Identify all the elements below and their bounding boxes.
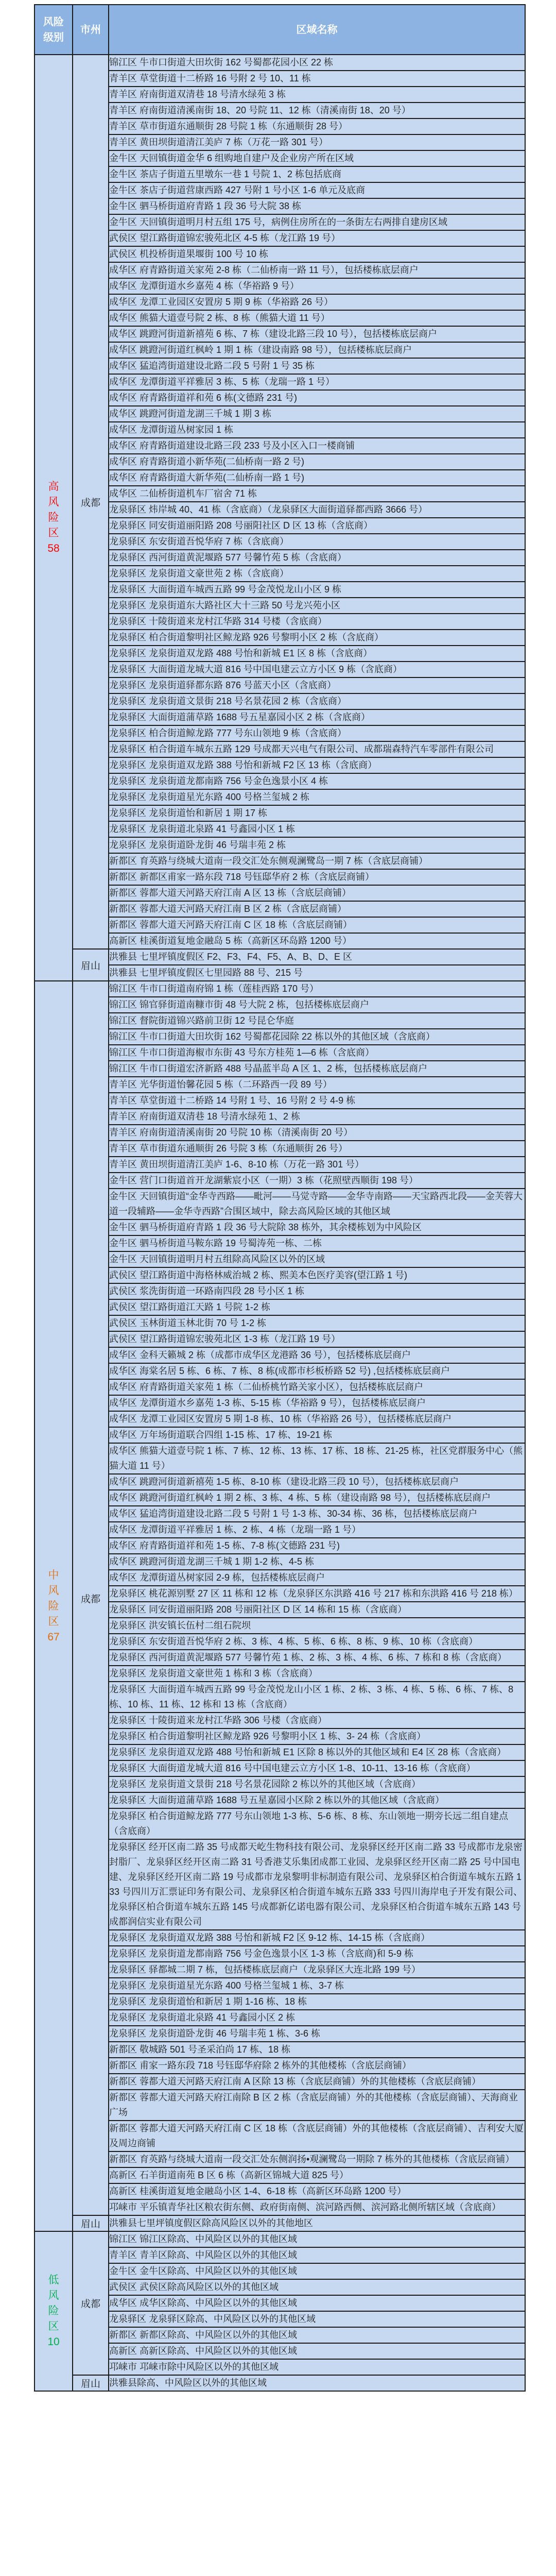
area-name-cell: 龙泉驿区 龙泉街道北泉路 41 号鑫园小区 1 栋 — [109, 821, 525, 837]
area-name-cell: 洪雅县 七里坪镇度假区 F2、F3、F4、F5、A、B、D、E 区 — [109, 949, 525, 965]
risk-level-label: 高风险区 — [48, 481, 59, 539]
area-name-cell: 龙泉驿区 龙泉驿区除高、中风险区以外的其他区域 — [109, 2311, 525, 2327]
area-name-cell: 新都区 敬城路 501 号圣采泊尚 17 栋、18 栋 — [109, 2042, 525, 2058]
area-name-cell: 成华区 海棠名居 5 栋、6 栋、7 栋、8 栋(成都市杉板桥路 52 号) ,包括楼栋底层商户 — [109, 1363, 525, 1379]
city-cell: 眉山 — [73, 2215, 109, 2231]
header-row — [34, 5, 525, 55]
area-name-cell: 成华区 二仙桥街道机车厂宿舍 71 栋 — [109, 486, 525, 502]
area-name-cell: 邛崃市 邛崃市除中风险区以外的其他区域 — [109, 2359, 525, 2375]
area-name-cell: 青羊区 黄田坝街道清江美庐 1-6、8-10 栋（万花一路 301 号） — [109, 1157, 525, 1173]
area-name-cell: 青羊区 草市街道东通顺街 28 号院 1 栋（东通顺街 28 号） — [109, 118, 525, 134]
area-name-cell: 金牛区 驷马桥街道府青路 1 段 36 号大院除 38 栋外，其余楼栋划为中风险区 — [109, 1219, 525, 1235]
area-name-cell: 成华区 龙潭工业园区安置房 5 期 9 栋（华裕路 26 号） — [109, 294, 525, 310]
area-name-cell: 成华区 龙潭街道水乡嘉苑 1-3 栋、5-15 栋（华裕路 9 号），包括楼栋底层商户 — [109, 1395, 525, 1411]
area-name-cell: 龙泉驿区 柏合街道鲸龙路 777 号东山领地 1-3 栋、5-6 栋、8 栋、东山领地一期旁长远二组自建点（含底商） — [109, 1808, 525, 1839]
area-name-cell: 龙泉驿区 驿都城二期 7 栋，包括楼栋底层商户（龙泉驿区大连北路 199 号） — [109, 1962, 525, 1978]
area-name-cell: 成华区 跳蹬河街道新禧苑 1-5 栋、8-10 栋（建设北路三段 10 号），包括楼栋底层商户 — [109, 1474, 525, 1490]
risk-area-table — [34, 4, 526, 2392]
area-name-cell: 龙泉驿区 东安街道吾悦华府 7 栋（含底商） — [109, 534, 525, 550]
area-name-cell: 金牛区 天回镇街道“金华寺西路——毗河——马觉寺路——金华寺南路——天宝路西北段——金芙蓉大道一段辅路——金华寺西路”合围区域中，除去高风险区域的其他区域 — [109, 1189, 525, 1219]
area-name-cell: 龙泉驿区 龙泉街道龙都南路 756 号金色逸景小区 1-3 栋（含底商)和 5-9 栋 — [109, 1946, 525, 1962]
area-name-cell: 成华区 府青路街道祥和苑 6 栋(文德路 231 号) — [109, 390, 525, 406]
area-name-cell: 武侯区 玉林街道玉林北街 70 号 1-2 栋 — [109, 1315, 525, 1331]
area-name-cell: 金牛区 驷马桥街道马鞍东路 19 号蜀涛苑一栋、二栋 — [109, 1235, 525, 1251]
area-name-cell: 龙泉驿区 龙泉街道怡和新居 1 期 1-16 栋、18 栋 — [109, 1994, 525, 2010]
area-name-cell: 龙泉驿区 十陵街道来龙村江华路 306 号楼（含底商） — [109, 1713, 525, 1728]
area-name-cell: 金牛区 营门口街道首开龙湖紫宸小区（一期）3 栋（花照壁西顺街 198 号） — [109, 1173, 525, 1189]
area-name-cell: 龙泉驿区 十陵街道来龙村江华路 314 号楼（含底商） — [109, 614, 525, 630]
area-name-cell: 成华区 府青路街道大新华苑(二仙桥南一路 1 号) — [109, 470, 525, 486]
city-cell: 眉山 — [73, 949, 109, 981]
area-name-cell: 成华区 跳蹬河街道龙湖三千城 1 期 1-2 栋、4-5 栋 — [109, 1554, 525, 1570]
area-name-cell: 成华区 成华区除高、中风险区以外的其他区域 — [109, 2295, 525, 2311]
area-name-cell: 高新区 桂溪街道复地金融岛小区 1-4、6-18 栋（高新区环岛路 1200 号） — [109, 2183, 525, 2199]
area-name-cell: 成华区 熊猫大道壹号院 1 栋、7 栋、12 栋、13 栋、17 栋、18 栋、21-25 栋，社区党群服务中心（熊猫大道 11 号） — [109, 1443, 525, 1474]
area-name-cell: 成华区 龙潭工业园区安置房 5 期 1-8 栋、10 栋（华裕路 26 号），包括楼栋底层商户 — [109, 1411, 525, 1427]
area-name-cell: 成华区 猛追湾街道建设北路二段 5 号附 1 号 35 栋 — [109, 358, 525, 374]
area-name-cell: 青羊区 草堂街道十二桥路 16 号附 2 号 10、11 栋 — [109, 71, 525, 87]
city-cell: 成都 — [73, 55, 109, 949]
area-name-cell: 成华区 跳蹬河街道红枫岭 1 期 1 栋（建设南路 98 号），包括楼栋底层商户 — [109, 342, 525, 358]
area-name-cell: 青羊区 草市街道东通顺街 26 号院 3 栋（东通顺街 26 号） — [109, 1141, 525, 1157]
area-name-cell: 新都区 育英路与绕城大道南一段交汇处东侧观澜鹭岛一期 7 栋（含底层商铺） — [109, 853, 525, 869]
area-name-cell: 新都区 蓉都大道天河路天府江南 B 区 2 栋（含底层商铺） — [109, 901, 525, 917]
city-cell: 成都 — [73, 981, 109, 2215]
table-row — [34, 2231, 525, 2247]
area-name-cell: 龙泉驿区 龙泉街道北泉路 41 号鑫园小区 2 栋 — [109, 2010, 525, 2026]
area-name-cell: 邛崃市 平乐镇青华社区粮农街东侧、政府街南侧、滨河路西侧、滨河路北侧所辖区域（含底商） — [109, 2199, 525, 2215]
area-name-cell: 新都区 蓉都大道天河路天府江南除 B 区 2 栋（含底层商铺）外的其他楼栋（含底层商铺）、天海商业广场 — [109, 2090, 525, 2121]
area-name-cell: 龙泉驿区 经开区南二路 35 号成都天屹生物科技有限公司、龙泉驿区经开区南二路 33 号成都市龙泉密封脂厂、龙泉驿区经开区南二路 31 号香港艾乐集团成都工业园、龙泉驿区经开区南二路 25 号中国电建、龙泉驿区经开区南二路 19 号成都市龙泉黎明非标制造有限公司、龙泉驿区柏合街道车城东五路 133 号四川万汇票证印务有限公司、龙泉驿区柏合街道车城东五路 333 号四川海岸电子开发有限公司、龙泉驿区柏合街道车城东五路 145 号成都新亿诺电器有限公司、龙泉驿区柏合街道车城东五路 143 号成都润信实业有限公司 — [109, 1839, 525, 1930]
area-name-cell: 龙泉驿区 大面街道蒲草路 1688 号五星嘉园小区 2 栋（含底商） — [109, 709, 525, 725]
area-name-cell: 金牛区 天回镇街道明月村五组除高风险区以外的区域 — [109, 1251, 525, 1267]
area-name-cell: 成华区 跳蹬河街道红枫岭 1 期 2 栋、3 栋、4 栋、5 栋（建设南路 98 号），包括楼栋底层商户 — [109, 1490, 525, 1506]
area-name-cell: 锦江区 督院街道锦兴路前卫街 12 号昆仑华庭 — [109, 1013, 525, 1029]
area-name-cell: 成华区 府青路街道祥和苑 1-5 栋、7-8 栋(文德路 231 号) — [109, 1538, 525, 1554]
area-name-cell: 龙泉驿区 同安街道丽阳路 208 号丽阳社区 D 区 14 栋和 15 栋（含底商） — [109, 1602, 525, 1618]
area-name-cell: 青羊区 府南街道双清巷 18 号清水绿苑 1、2 栋 — [109, 1109, 525, 1125]
area-name-cell: 成华区 跳蹬河街道龙湖三千城 1 期 3 栋 — [109, 406, 525, 422]
area-name-cell: 龙泉驿区 大面街道车城西五路 99 号金茂悦龙山小区 9 栋 — [109, 582, 525, 598]
area-name-cell: 龙泉驿区 柏合街道黎明社区鲸龙路 926 号黎明小区 2 栋（含底商） — [109, 630, 525, 646]
risk-level-count: 58 — [47, 543, 60, 554]
area-name-cell: 金牛区 茶店子街道营康西路 427 号附 1 号小区 1-6 单元及底商 — [109, 182, 525, 198]
area-name-cell: 成华区 府青路街道小新华苑(二仙桥南一路 2 号) — [109, 454, 525, 470]
area-name-cell: 武侯区 机投桥街道果堰街 100 号 10 栋 — [109, 246, 525, 262]
area-name-cell: 龙泉驿区 龙泉街道文景街 218 号名景花园除 2 栋以外的其他区域（含底商） — [109, 1776, 525, 1792]
table-row — [34, 981, 525, 997]
area-name-cell: 成华区 跳蹬河街道新禧苑 6 栋、7 栋（建设北路三段 10 号），包括楼栋底层商户 — [109, 326, 525, 342]
area-name-cell: 新都区 育英路与绕城大道南一段交汇处东侧润扬•观澜鹭岛一期除 7 栋外的其他楼栋（含底层商铺） — [109, 2151, 525, 2167]
area-name-cell: 成华区 熊猫大道壹号院 2 栋、8 栋（熊猫大道 11 号） — [109, 310, 525, 326]
area-name-cell: 龙泉驿区 龙泉街道星光东路 400 号格兰玺城 1 栋、3-7 栋 — [109, 1978, 525, 1994]
risk-level-label: 低风险区 — [48, 2274, 59, 2332]
area-name-cell: 洪雅县 七里坪镇度假区七里园路 88 号、215 号 — [109, 965, 525, 981]
area-name-cell: 锦江区 牛市口街道大田坎街 162 号蜀都花园小区 22 栋 — [109, 55, 525, 71]
area-name-cell: 武侯区 浆洗街街道一环路南四段 28 号小区 1 栋 — [109, 1283, 525, 1299]
city-cell: 眉山 — [73, 2375, 109, 2391]
risk-level-label: 中风险区 — [48, 1569, 59, 1628]
city-cell: 成都 — [73, 2231, 109, 2375]
area-name-cell: 成华区 龙潭街道平祥雅居 1 栋、2 栋、4 栋（龙瑞一路 1 号） — [109, 1522, 525, 1538]
risk-level-count: 67 — [47, 1631, 60, 1643]
area-name-cell: 金牛区 天回镇街道明月村五组 175 号，病例住房所在的一条街左右两排自建房区域 — [109, 214, 525, 230]
table-row — [34, 949, 525, 965]
area-name-cell: 新都区 蓉都大道天河路天府江南 C 区 18 栋（含底层商铺） — [109, 917, 525, 933]
area-name-cell: 龙泉驿区 龙泉街道卧龙街 46 号瑞丰苑 1 栋、3-6 栋 — [109, 2026, 525, 2042]
risk-level-count: 10 — [47, 2336, 60, 2348]
area-name-cell: 龙泉驿区 龙泉街道龙都南路 756 号金色逸景小区 4 栋 — [109, 773, 525, 789]
area-name-cell: 成华区 龙潭街道丛树家园 1 栋 — [109, 422, 525, 438]
area-name-cell: 龙泉驿区 龙泉街道东大路社区大十三路 50 号龙兴苑小区 — [109, 598, 525, 614]
area-name-cell: 金牛区 金牛区除高、中风险区以外的其他区域 — [109, 2263, 525, 2279]
table-row — [34, 55, 525, 71]
area-name-cell: 青羊区 草堂街道十二桥路 14 号附 1 号、16 号附 2 号 4-9 栋 — [109, 1093, 525, 1109]
area-name-cell: 锦江区 牛市口街道南府锦 1 栋（莲桂西路 170 号） — [109, 981, 525, 997]
area-name-cell: 青羊区 黄田坝街道清江美庐 7 栋（万花一路 301 号） — [109, 134, 525, 150]
area-name-cell: 龙泉驿区 龙泉街道驿都东路 876 号蓝天小区（含底商） — [109, 677, 525, 693]
area-name-cell: 龙泉驿区 龙泉街道星光东路 400 号格兰玺城 2 栋 — [109, 789, 525, 805]
area-name-cell: 武侯区 望江路街道江天路 1 号院 1-2 栋 — [109, 1299, 525, 1315]
table-row — [34, 2215, 525, 2231]
risk-level-cell — [34, 981, 73, 2231]
area-name-cell: 金牛区 天回镇街道金华 6 组购地自建户及企业房产所在区域 — [109, 150, 525, 166]
area-name-cell: 高新区 桂溪街道复地金融岛 5 栋（高新区环岛路 1200 号） — [109, 933, 525, 949]
area-name-cell: 新都区 蓉都大道天河路天府江南 A 区 13 栋（含底层商铺） — [109, 885, 525, 901]
area-name-cell: 武侯区 望江路街道锦宏骏苑北区 1-3 栋（龙江路 19 号） — [109, 1331, 525, 1347]
area-name-cell: 青羊区 青羊区除高、中风险区以外的其他区域 — [109, 2247, 525, 2263]
area-name-cell: 青羊区 光华街道怡馨花园 5 栋（二环路西一段 89 号） — [109, 1077, 525, 1093]
area-name-cell: 龙泉驿区 西河街道黄泥堰路 577 号馨竹苑 5 栋（含底商） — [109, 550, 525, 566]
area-name-cell: 龙泉驿区 洪安镇长伍村二组石院坝 — [109, 1618, 525, 1634]
area-name-cell: 青羊区 府南街道双清巷 18 号清水绿苑 3 栋 — [109, 87, 525, 103]
area-name-cell: 龙泉驿区 炜岸城 40、41 栋（含底商）（龙泉驿区大面街道驿都西路 3666 号） — [109, 502, 525, 518]
area-name-cell: 龙泉驿区 龙泉街道文豪世苑 2 栋（含底商） — [109, 566, 525, 582]
area-name-cell: 龙泉驿区 西河街道黄泥堰路 577 号馨竹苑 1 栋、2 栋、3 栋、4 栋、6 栋、7 栋和 8 栋（含底商） — [109, 1650, 525, 1666]
area-name-cell: 成华区 万年场街道联合四组 1-15 栋、17 栋、19-21 栋 — [109, 1427, 525, 1443]
area-name-cell: 武侯区 望江路街道锦宏骏苑北区 4-5 栋（龙江路 19 号） — [109, 230, 525, 246]
area-name-cell: 高新区 石羊街道南苑 B 区 6 栋（高新区锦城大道 825 号） — [109, 2167, 525, 2183]
area-name-cell: 洪雅县除高、中风险区以外的其他区域 — [109, 2375, 525, 2391]
area-name-cell: 锦江区 牛市口街道宏济新路 488 号晶蓝半岛 A 区 1、2 栋，包括楼栋底层商户 — [109, 1061, 525, 1077]
area-name-cell: 新都区 新都区除高、中风险区以外的其他区域 — [109, 2327, 525, 2343]
area-name-cell: 新都区 蓉都大道天河路天府江南 A 区除 13 栋（含底层商铺）外的其他楼栋（含底层商铺） — [109, 2074, 525, 2090]
area-name-cell: 成华区 金科天籁城 2 栋（成都市成华区龙港路 36 号），包括楼栋底层商户 — [109, 1347, 525, 1363]
area-name-cell: 成华区 龙潭街道平祥雅居 3 栋、5 栋（龙瑞一路 1 号） — [109, 374, 525, 390]
area-name-cell: 龙泉驿区 龙泉街道文豪世苑 1 栋和 3 栋（含底商） — [109, 1666, 525, 1682]
area-name-cell: 龙泉驿区 大面街道龙城大道 816 号中国电建云立方小区 1-8、10-11、13-16 栋（含底商） — [109, 1760, 525, 1776]
area-name-cell: 武侯区 武侯区除高风险区以外的其他区域 — [109, 2279, 525, 2295]
header-area-name: 区域名称 — [109, 5, 525, 55]
area-name-cell: 武侯区 望江路街道中海格林威治城 2 栋、熙美本色医疗美容(望江路 1 号) — [109, 1267, 525, 1283]
header-risk-level-text: 风险级别 — [43, 16, 64, 43]
area-name-cell: 锦江区 牛市口街道海椒市东街 43 号东方桂苑 1—6 栋（含底商） — [109, 1045, 525, 1061]
area-name-cell: 锦江区 锦江区除高、中风险区以外的其他区域 — [109, 2231, 525, 2247]
table-body — [34, 55, 525, 2391]
area-name-cell: 龙泉驿区 龙泉街道双龙路 388 号怡和新城 F2 区 13 栋（含底商） — [109, 757, 525, 773]
area-name-cell: 成华区 龙潭街道水乡嘉苑 4 栋（华裕路 9 号） — [109, 278, 525, 294]
area-name-cell: 新都区 蓉都大道天河路天府江南 C 区 18 栋（含底层商铺）外的其他楼栋（含底层商铺）、吉利安大厦及周边商铺 — [109, 2121, 525, 2151]
risk-level-cell — [34, 55, 73, 981]
table-header — [34, 5, 525, 55]
area-name-cell: 新都区 新都区甫家一路东段 718 号钰邸华府 2 栋（含底层商铺） — [109, 869, 525, 885]
area-name-cell: 成华区 府青路街道建设北路三段 233 号及小区入口一楼商铺 — [109, 438, 525, 454]
area-name-cell: 青羊区 府南街道清溪南街 18、20 号院 11、12 栋（清溪南街 18、20 号） — [109, 103, 525, 118]
area-name-cell: 成华区 猛追湾街道建设北路二段 5 号附 1 号 1-3 栋、30-34 栋、36 栋，包括楼栋底层商户 — [109, 1506, 525, 1522]
area-name-cell: 锦江区 牛市口街道大田坎街 162 号蜀都花园除 22 栋以外的其他区域（含底商） — [109, 1029, 525, 1045]
area-name-cell: 金牛区 茶店子街道五里墩东一巷 1 号院 1、2 栋包括底商 — [109, 166, 525, 182]
risk-level-cell — [34, 2231, 73, 2391]
area-name-cell: 成华区 府青路街道关家苑 2-8 栋（二仙桥南一路 11 号），包括楼栋底层商户 — [109, 262, 525, 278]
area-name-cell: 龙泉驿区 柏合街道鲸龙路 777 号东山领地 9 栋（含底商） — [109, 725, 525, 741]
area-name-cell: 青羊区 府南街道清溪南街 20 号院 10 栋（清溪南街 20 号） — [109, 1125, 525, 1141]
area-name-cell: 新都区 甫家一路东段 718 号钰邸华府除 2 栋外的其他楼栋（含底层商铺） — [109, 2058, 525, 2074]
area-name-cell: 龙泉驿区 龙泉街道文景街 218 号名景花园 2 栋（含底商） — [109, 693, 525, 709]
area-name-cell: 龙泉驿区 大面街道蒲草路 1688 号五星嘉园小区除 2 栋以外的其他区域（含底商） — [109, 1792, 525, 1808]
area-name-cell: 洪雅县七里坪镇度假区除高风险区以外的其他地区 — [109, 2215, 525, 2231]
header-city-text: 市州 — [80, 24, 101, 36]
area-name-cell: 金牛区 驷马桥街道府青路 1 段 36 号大院 38 栋 — [109, 198, 525, 214]
area-name-cell: 龙泉驿区 龙泉街道双龙路 388 号怡和新城 F2 区 9-12 栋、14-15 栋（含底商） — [109, 1930, 525, 1946]
table-row — [34, 2375, 525, 2391]
area-name-cell: 龙泉驿区 龙泉街道双龙路 488 号怡和新城 E1 区除 8 栋以外的其他区域和 E4 区 28 栋（含底商） — [109, 1744, 525, 1760]
area-name-cell: 成华区 龙潭街道丛树家园 2-9 栋，包括楼栋底层商户 — [109, 1570, 525, 1586]
area-name-cell: 成华区 府青路街道关家苑 1 栋（二仙桥桃竹路关家小区），包括楼栋底层商户 — [109, 1379, 525, 1395]
header-risk-level — [34, 5, 73, 55]
area-name-cell: 龙泉驿区 同安街道丽阳路 208 号丽阳社区 D 区 13 栋（含底商） — [109, 518, 525, 534]
area-name-cell: 锦江区 锦官驿街道南糠市街 48 号大院 2 栋，包括楼栋底层商户 — [109, 997, 525, 1013]
area-name-cell: 高新区 高新区除高、中风险区以外的其他区域 — [109, 2343, 525, 2359]
area-name-cell: 龙泉驿区 桃花源别墅 27 区 11 栋和 12 栋（龙泉驿区东洪路 416 号 217 栋和东洪路 416 号 218 栋） — [109, 1586, 525, 1602]
area-name-cell: 龙泉驿区 龙泉街道卧龙街 46 号瑞丰苑 2 栋 — [109, 837, 525, 853]
area-name-cell: 龙泉驿区 大面街道龙城大道 816 号中国电建云立方小区 9 栋（含底商） — [109, 662, 525, 677]
area-name-cell: 龙泉驿区 龙泉街道怡和新居 1 期 17 栋 — [109, 805, 525, 821]
area-name-cell: 龙泉驿区 柏合街道黎明社区鲸龙路 926 号黎明小区 1 栋、3- 24 栋（含底商） — [109, 1728, 525, 1744]
area-name-cell: 龙泉驿区 龙泉街道双龙路 488 号怡和新城 E1 区 8 栋（含底商） — [109, 646, 525, 662]
header-city — [73, 5, 109, 55]
area-name-cell: 龙泉驿区 大面街道车城西五路 99 号金茂悦龙山小区 1 栋、2 栋、3 栋、4 栋、5 栋、6 栋、7 栋、8 栋、10 栋、11 栋、12 栋和 13 栋（含底商） — [109, 1682, 525, 1713]
area-name-cell: 龙泉驿区 东安街道吾悦华府 2 栋、3 栋、4 栋、5 栋、6 栋、8 栋、9 栋、10 栋（含底商） — [109, 1634, 525, 1650]
area-name-cell: 龙泉驿区 柏合街道车城东五路 129 号成都天兴电气有限公司、成都瑞森特汽车零部件有限公司 — [109, 741, 525, 757]
